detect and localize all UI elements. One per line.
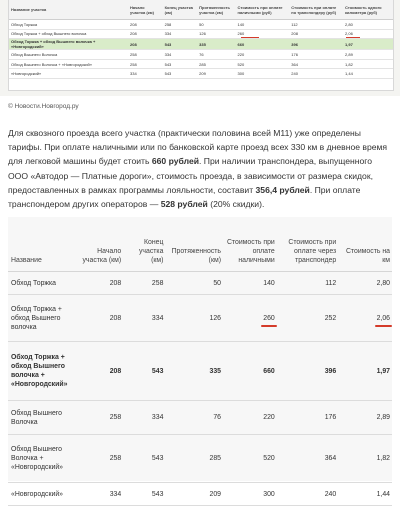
table-row [8,435,392,483]
mini-cell: 543 [163,59,198,69]
table-cell: 1,82 [338,435,392,483]
mini-cell: 258 [128,59,163,69]
mini-cell: 258 [163,20,198,30]
mini-table-row [9,69,393,79]
mini-underline-mark [241,37,259,38]
table-cell: 50 [165,272,223,295]
table-row-bold [8,342,392,401]
mini-cell: 543 [163,69,198,79]
header-cell: Протяженность (км) [165,217,223,272]
mini-tariff-table [9,0,393,79]
header-cell: Название [8,217,77,272]
tariff-table [8,217,392,506]
mini-cell: 1,97 [343,39,393,50]
image-caption: © Новости.Новгород.ру [8,103,79,110]
mini-cell: Обход Вышнего Волочка [9,50,128,60]
mini-cell: 1,82 [343,59,393,69]
table-cell: Обход Торжка [8,272,77,295]
mini-cell: 396 [289,39,343,50]
mini-cell: 364 [289,59,343,69]
paragraph-bold: 660 рублей [151,156,200,167]
mini-cell: 208 [128,20,163,30]
paragraph-text: Для сквозного проезда всего участка (практически половина всей М11) уже определены тарифы. При оплате наличными или по банковской карте проезд всех 330 км в дневное время для легковой машины будет стоить [8,128,388,167]
table-cell: 2,80 [338,272,392,295]
table-image-frame [8,0,394,91]
mini-table-header [9,0,393,20]
mini-cell: 335 [197,39,235,50]
mini-header-cell: Стоимость при оплате по транспондеру (руб) [289,0,343,20]
mini-table-row [9,29,393,39]
header-cell: Стоимость при оплате через транспондер [277,217,338,272]
mini-cell: 2,80 [343,20,393,30]
mini-cell: 76 [197,50,235,60]
table-cell: 334 [123,295,165,342]
mini-cell: 520 [236,59,290,69]
mini-header-cell: Начало участка (км) [128,0,163,20]
table-cell: 543 [123,483,165,506]
mini-cell: 126 [197,29,235,39]
tariff-table-image [8,217,392,498]
paragraph-bold: 528 рублей [160,199,208,210]
table-cell: 334 [123,401,165,435]
mini-cell: 300 [236,69,290,79]
mini-table-row [9,59,393,69]
mini-cell: Обход Торжка + обход Вышнего волочка + «Новгородский» [9,39,128,50]
table-cell: 1,44 [338,483,392,506]
header-cell: Стоимость при оплате наличными [223,217,277,272]
mini-cell: 285 [197,59,235,69]
mini-cell: 334 [163,50,198,60]
table-cell: «Новгородский» [8,483,77,506]
mini-cell: 258 [128,50,163,60]
mini-header-cell: Протяженность участка (км) [197,0,235,20]
mini-cell: Обход Вышнего Волочка + «Новгородский» [9,59,128,69]
mini-cell: 1,44 [343,69,393,79]
table-cell: 220 [223,401,277,435]
table-row [8,483,392,506]
underlined-value: 260 [263,314,275,322]
mini-cell: 260 [236,29,290,39]
mini-cell: «Новгородский» [9,69,128,79]
table-cell: 252 [277,295,338,342]
table-cell: Обход Вышнего Волочка + «Новгородский» [8,435,77,483]
table-image [0,0,400,96]
header-cell: Конец участка (км) [123,217,165,272]
mini-cell: 220 [236,50,290,60]
table-cell: Обход Торжка + обход Вышнего волочка + «Новгородский» [8,342,77,401]
table-cell: 208 [77,295,123,342]
mini-cell: Обход Торжка + обход Вышнего волочка [9,29,128,39]
mini-cell: 209 [197,69,235,79]
mini-cell: 334 [128,69,163,79]
table-cell: 520 [223,435,277,483]
mini-cell: 208 [128,29,163,39]
mini-cell: 140 [236,20,290,30]
mini-header-cell: Стоимость одного километра (руб) [343,0,393,20]
table-cell: 240 [277,483,338,506]
table-cell: 140 [223,272,277,295]
table-cell: 209 [165,483,223,506]
table-cell: 335 [165,342,223,401]
mini-underline-mark [346,37,360,38]
mini-cell: 2,06 [343,29,393,39]
table-cell: Обход Вышнего Волочка [8,401,77,435]
table-cell: 258 [77,401,123,435]
table-cell: 208 [77,272,123,295]
header-cell: Стоимость на км [338,217,392,272]
table-cell: 543 [123,342,165,401]
table-cell: 258 [123,272,165,295]
paragraph-text: . При оплате транспондером других операторов — [8,184,361,210]
article-paragraph [8,126,392,211]
table-cell: 1,97 [338,342,392,401]
table-cell: 112 [277,272,338,295]
table-cell [338,295,392,342]
table-cell: 543 [123,435,165,483]
table-header [8,217,392,272]
mini-cell: 112 [289,20,343,30]
mini-cell: 176 [289,50,343,60]
paragraph-text: (20% скидки). [207,199,265,210]
table-row [8,401,392,435]
table-cell: 660 [223,342,277,401]
underlined-value: 2,06 [376,314,390,322]
table-cell: 396 [277,342,338,401]
mini-cell: Обход Торжка [9,20,128,30]
mini-cell: 334 [163,29,198,39]
table-cell: 176 [277,401,338,435]
table-cell: 76 [165,401,223,435]
table-cell: 300 [223,483,277,506]
table-cell: 208 [77,342,123,401]
mini-header-cell: Конец участка (км) [163,0,198,20]
mini-cell: 2,89 [343,50,393,60]
table-cell: Обход Торжка + обход Вышнего волочка [8,295,77,342]
paragraph-bold: 356,4 рублей [255,184,310,195]
table-cell: 364 [277,435,338,483]
paragraph-text: . При наличии транспондера, выпущенного ООО «Автодор — Платные дороги», стоимость проезда, в зависимости от размера скидок, предоставленных в рамках программы лояльности, составит [8,156,373,195]
table-cell: 334 [77,483,123,506]
header-cell: Начало участка (км) [77,217,123,272]
mini-table-row [9,50,393,60]
table-cell: 2,89 [338,401,392,435]
mini-table-row-highlighted [9,39,393,50]
mini-cell: 240 [289,69,343,79]
table-row [8,295,392,342]
mini-cell: 50 [197,20,235,30]
mini-cell: 208 [128,39,163,50]
mini-header-cell: Название участка [9,0,128,20]
table-row [8,272,392,295]
table-cell: 126 [165,295,223,342]
mini-header-cell: Стоимость при оплате наличными (руб) [236,0,290,20]
table-cell: 258 [77,435,123,483]
mini-cell: 208 [289,29,343,39]
table-cell: 285 [165,435,223,483]
mini-cell: 660 [236,39,290,50]
mini-table-row [9,20,393,30]
mini-cell: 543 [163,39,198,50]
table-cell [223,295,277,342]
